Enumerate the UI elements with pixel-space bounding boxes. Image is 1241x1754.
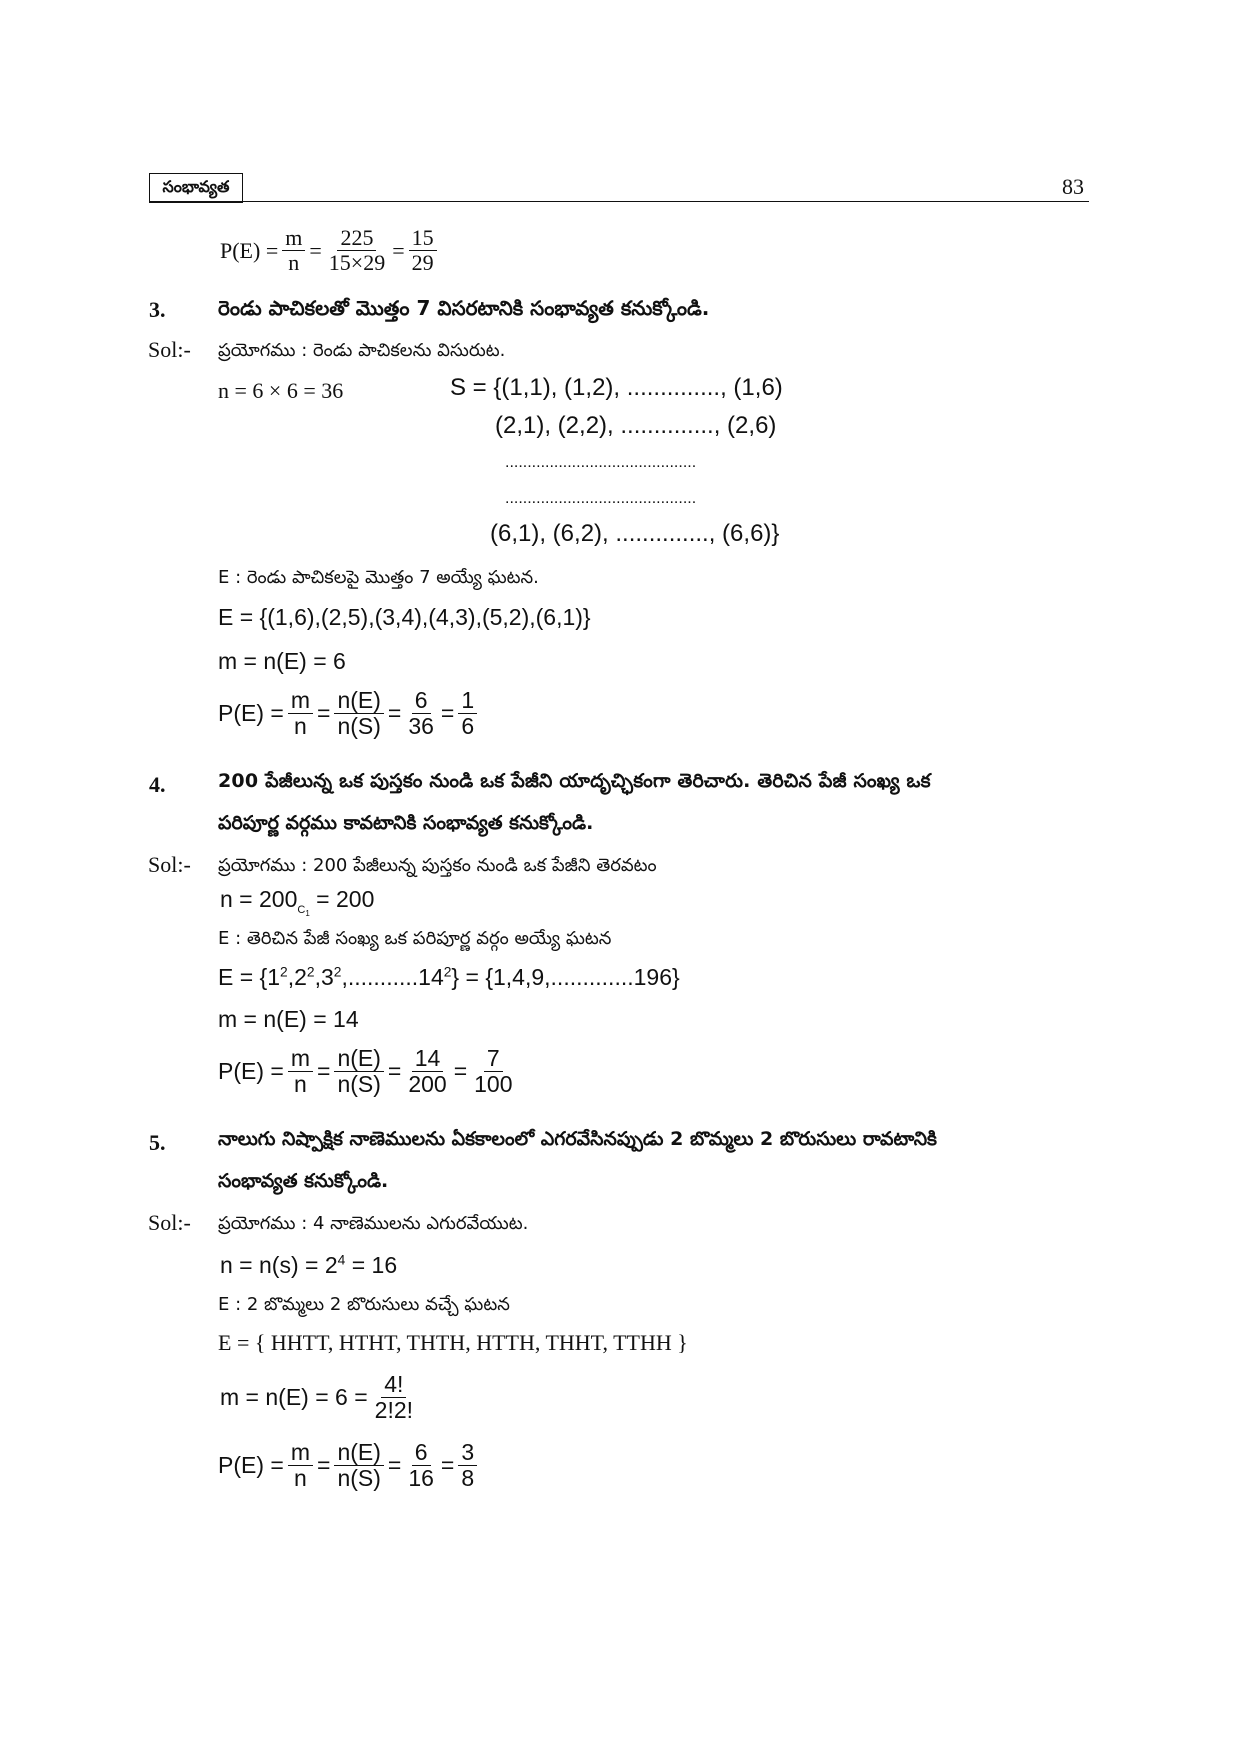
denominator: n [294, 713, 307, 740]
fraction [458, 688, 477, 740]
sample-space-row: (6,1), (6,2), .............., (6,6)} [490, 520, 780, 547]
set-part: } = {1,4,9,.............196} [451, 964, 680, 990]
formula-lhs: P(E) = [218, 700, 284, 727]
numerator: n(E) [334, 688, 383, 714]
exponent: 2 [280, 964, 288, 980]
event-description: E : 2 బొమ్మలు 2 బొరుసులు వచ్చే ఘటన [218, 1294, 510, 1315]
set-part: ,...........14 [341, 964, 444, 990]
fraction [282, 226, 305, 275]
page-number: 83 [1062, 174, 1084, 199]
sample-space-dots: ........................................... [505, 490, 697, 507]
question-text: రెండు పాచికలతో మొత్తం 7 విసరటానికి సంభావ్యత కనుక్కోండి. [218, 296, 710, 320]
denominator: 29 [411, 250, 434, 276]
event-description: E : తెరిచిన పేజీ సంఖ్య ఒక పరిపూర్ణ వర్గం అయ్యే ఘటన [218, 928, 612, 949]
chapter-title: సంభావ్యత [162, 176, 230, 196]
fraction [372, 1372, 416, 1424]
numerator: m [288, 688, 313, 714]
denominator: n(S) [337, 1465, 381, 1492]
numerator: 225 [337, 226, 376, 251]
experiment-text: ప్రయోగము : రెండు పాచికలను విసురుట. [218, 340, 506, 361]
experiment-text: ప్రయోగము : 200 పేజీలున్న పుస్తకం నుండి ఒక పేజీని తెరవటం [218, 855, 657, 876]
header-rule [149, 201, 1089, 202]
numerator: 3 [458, 1440, 477, 1466]
fraction [405, 1046, 449, 1098]
n-equation [220, 886, 374, 918]
fraction [334, 688, 383, 740]
exponent: 4 [337, 1252, 346, 1268]
n-value: n = 200 [220, 886, 298, 912]
numerator: 6 [412, 1440, 431, 1466]
numerator: n(E) [334, 1440, 383, 1466]
formula-lhs: P(E) = [218, 1452, 284, 1479]
denominator: 36 [408, 713, 434, 740]
event-set [218, 964, 680, 991]
chapter-title-box [149, 173, 243, 203]
fraction [458, 1440, 477, 1492]
probability-formula: P(E) = $\frac{m}{n}$ = $\frac{n(E)}{n(S)}$ = $\frac{6}{36}$ = $\frac{1}{6}$ [218, 688, 481, 740]
fraction [471, 1046, 515, 1098]
numerator: n(E) [334, 1046, 383, 1072]
set-part: E = {1 [218, 964, 281, 990]
m-equation: m = n(E) = 6 [218, 648, 346, 674]
exponent: 2 [443, 964, 452, 980]
top-formula: P(E) = $\frac{m}{n}$ = $\frac{225}{15\times 29}$ = $\frac{15}{29}$ [220, 226, 441, 275]
question-number: 3. [149, 297, 166, 322]
denominator: 6 [461, 713, 475, 740]
m-equation: m = n(E) = 14 [218, 1006, 359, 1032]
denominator: 100 [474, 1071, 513, 1098]
numerator: 15 [409, 226, 437, 251]
fraction [326, 226, 388, 275]
set-part: ,3 [314, 964, 334, 990]
numerator: 4! [381, 1372, 406, 1398]
denominator: 2!2! [374, 1397, 414, 1424]
numerator: 14 [412, 1046, 444, 1072]
event-set: E = {(1,6),(2,5),(3,4),(4,3),(5,2),(6,1)} [218, 604, 591, 630]
denominator: n(S) [337, 1071, 381, 1098]
set-part: ,2 [287, 964, 307, 990]
m-value: m = n(E) = 6 = [220, 1384, 368, 1411]
sol-label: Sol:- [148, 852, 191, 877]
numerator: 6 [412, 688, 431, 714]
question-number: 5. [149, 1130, 166, 1155]
n-result: = 16 [345, 1252, 398, 1278]
fraction [288, 1440, 313, 1492]
sample-space-row: S = {(1,1), (1,2), .............., (1,6) [450, 374, 783, 401]
event-set: E = { HHTT, HTHT, THTH, HTTH, THHT, TTHH } [218, 1330, 688, 1355]
n-equation [220, 1252, 397, 1279]
experiment-text: ప్రయోగము : 4 నాణెములను ఎగురవేయుట. [218, 1213, 529, 1234]
question-text: 200 పేజీలున్న ఒక పుస్తకం నుండి ఒక పేజీని యాదృచ్ఛికంగా తెరిచారు. తెరిచిన పేజీ సంఖ్య ఒక [218, 770, 931, 792]
numerator: m [282, 226, 305, 251]
probability-formula: P(E) = $\frac{m}{n}$ = $\frac{n(E)}{n(S)}$ = $\frac{14}{200}$ = $\frac{7}{100}$ [218, 1046, 520, 1098]
fraction [288, 688, 313, 740]
denominator: 8 [461, 1465, 475, 1492]
exponent: 2 [306, 964, 315, 980]
question-text: పరిపూర్ణ వర్గము కావటానికి సంభావ్యత కనుక్కోండి. [218, 812, 594, 834]
combination-index: 1 [305, 908, 310, 918]
question-number: 4. [149, 772, 166, 797]
sol-label: Sol:- [148, 337, 191, 362]
numerator: m [288, 1440, 313, 1466]
denominator: 200 [408, 1071, 447, 1098]
n-equation: n = 6 × 6 = 36 [218, 378, 344, 403]
question-text: సంభావ్యత కనుక్కోండి. [218, 1170, 389, 1192]
fraction [405, 688, 437, 740]
fraction [288, 1046, 313, 1098]
numerator: 7 [484, 1046, 503, 1072]
denominator: 15×29 [328, 250, 386, 276]
n-result: = 200 [309, 886, 375, 912]
numerator: 1 [458, 688, 477, 714]
sol-label: Sol:- [148, 1210, 191, 1235]
sample-space-row: (2,1), (2,2), .............., (2,6) [495, 412, 777, 439]
sample-space-dots: ........................................... [505, 454, 697, 471]
probability-formula: P(E) = $\frac{m}{n}$ = $\frac{n(E)}{n(S)}$ = $\frac{6}{16}$ = $\frac{3}{8}$ [218, 1440, 481, 1492]
n-value: n = n(s) = 2 [220, 1252, 338, 1278]
fraction [409, 226, 437, 275]
denominator: n(S) [337, 713, 381, 740]
fraction [405, 1440, 437, 1492]
fraction [334, 1046, 383, 1098]
numerator: m [288, 1046, 313, 1072]
denominator: n [294, 1071, 307, 1098]
formula-lhs: P(E) = [220, 237, 279, 263]
event-description: E : రెండు పాచికలపై మొత్తం 7 అయ్యే ఘటన. [218, 567, 539, 588]
denominator: n [294, 1465, 307, 1492]
exponent: 2 [333, 964, 342, 980]
m-equation [220, 1372, 420, 1424]
question-text: నాలుగు నిష్పాక్షిక నాణెములను ఏకకాలంలో ఎగరవేసినప్పుడు 2 బొమ్మలు 2 బొరుసులు రావటానికి [218, 1128, 937, 1150]
denominator: n [288, 250, 300, 276]
formula-lhs: P(E) = [218, 1058, 284, 1085]
fraction [334, 1440, 383, 1492]
combination-symbol: C [297, 903, 306, 916]
denominator: 16 [408, 1465, 434, 1492]
